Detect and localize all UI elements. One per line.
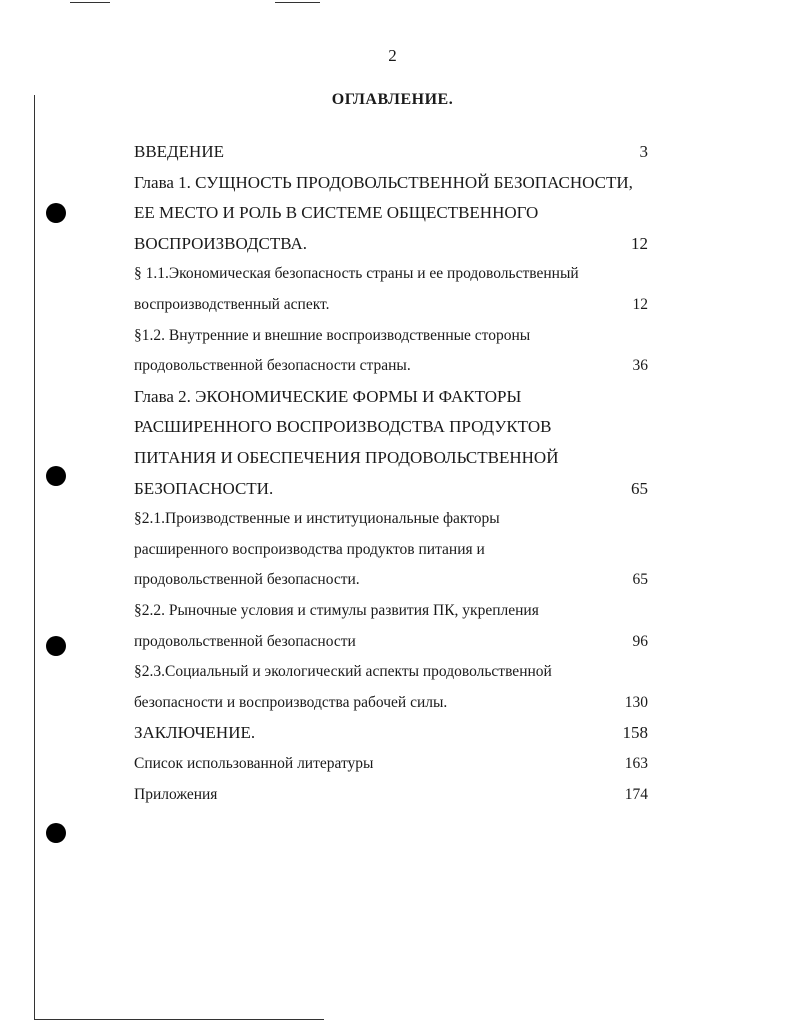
toc-entry-text: продовольственной безопасности [134, 632, 356, 650]
toc-entry [134, 477, 648, 501]
toc-entry-text: продовольственной безопасности страны. [134, 357, 411, 375]
toc-entry [134, 262, 648, 286]
toc-entry-text: Список использованной литературы [134, 755, 374, 772]
toc-entry [134, 354, 648, 378]
toc-entry-page: 96 [632, 632, 648, 650]
toc-entry [134, 721, 648, 745]
toc-entry [134, 385, 648, 409]
punch-hole [46, 203, 66, 223]
punch-hole [46, 466, 66, 486]
toc-entry-page: 130 [624, 693, 648, 711]
scan-edge-bottom [34, 1019, 324, 1020]
toc-entry [134, 293, 648, 317]
toc-entry-page: 3 [639, 142, 648, 161]
toc-entry-text: ЕЕ МЕСТО И РОЛЬ В СИСТЕМЕ ОБЩЕСТВЕННОГО [134, 203, 539, 223]
toc-title: ОГЛАВЛЕНИЕ. [331, 91, 454, 108]
toc-entry [134, 446, 648, 470]
toc-entry-page: 158 [622, 723, 648, 743]
toc-entry-page: 12 [631, 233, 648, 253]
toc-entry-text: §1.2. Внутренние и внешние воспроизводственные стороны [134, 326, 531, 344]
toc-entry [134, 415, 648, 439]
punch-hole [46, 823, 66, 843]
toc-entry [134, 201, 648, 225]
toc-entry [134, 660, 648, 684]
toc-entry [134, 232, 648, 256]
toc-entry-text: §2.3.Социальный и экологический аспекты продовольственной [134, 663, 552, 681]
toc-entry [134, 507, 648, 531]
toc-entry [134, 171, 648, 195]
toc-entry-page: 65 [632, 571, 648, 589]
toc-entry [134, 140, 648, 164]
toc-entry-page: 174 [624, 785, 648, 803]
toc-entry-text: §2.1.Производственные и институциональные факторы [134, 510, 500, 528]
toc-entry-text: §2.2. Рыночные условия и стимулы развития ПК, укрепления [134, 602, 539, 619]
toc-entry-text: РАСШИРЕННОГО ВОСПРОИЗВОДСТВА ПРОДУКТОВ [134, 417, 552, 437]
toc-entry-text: Приложения [134, 785, 218, 803]
toc-entry [134, 324, 648, 348]
toc-entry-text: ЗАКЛЮЧЕНИЕ. [134, 723, 256, 743]
toc-entry-text: § 1.1.Экономическая безопасность страны и ее продовольственный [134, 265, 579, 283]
toc-entry-page: 36 [632, 357, 648, 375]
toc-entry [134, 599, 648, 623]
toc-entry [134, 630, 648, 654]
toc-entry-text: БЕЗОПАСНОСТИ. [134, 478, 274, 498]
toc-entry [134, 538, 648, 562]
toc-entry-text: воспроизводственный аспект. [134, 296, 330, 313]
toc-entry-text: Глава 2. ЭКОНОМИЧЕСКИЕ ФОРМЫ И ФАКТОРЫ [134, 386, 522, 406]
toc-entry-text: ВВЕДЕНИЕ [134, 142, 224, 161]
scan-edge-top [70, 2, 110, 3]
toc-entry-text: Глава 1. СУЩНОСТЬ ПРОДОВОЛЬСТВЕННОЙ БЕЗОПАСНОСТИ, [134, 172, 633, 192]
toc-entry-text: безопасности и воспроизводства рабочей силы. [134, 693, 448, 711]
toc-entry [134, 783, 648, 807]
scan-edge-left [34, 95, 35, 1020]
punch-hole [46, 636, 66, 656]
toc-entry-text: расширенного воспроизводства продуктов питания и [134, 540, 485, 558]
scan-edge-top [275, 2, 320, 3]
page-number: 2 [388, 46, 397, 65]
toc-entry [134, 568, 648, 592]
toc-entry-page: 163 [624, 755, 648, 772]
toc-entry-page: 12 [632, 296, 648, 313]
toc-entry-text: ВОСПРОИЗВОДСТВА. [134, 233, 308, 253]
toc-entry [134, 752, 648, 776]
toc-entry-page: 65 [631, 478, 648, 498]
toc-entry-text: продовольственной безопасности. [134, 571, 360, 589]
toc-entry [134, 691, 648, 715]
toc-entry-text: ПИТАНИЯ И ОБЕСПЕЧЕНИЯ ПРОДОВОЛЬСТВЕННОЙ [134, 448, 559, 467]
